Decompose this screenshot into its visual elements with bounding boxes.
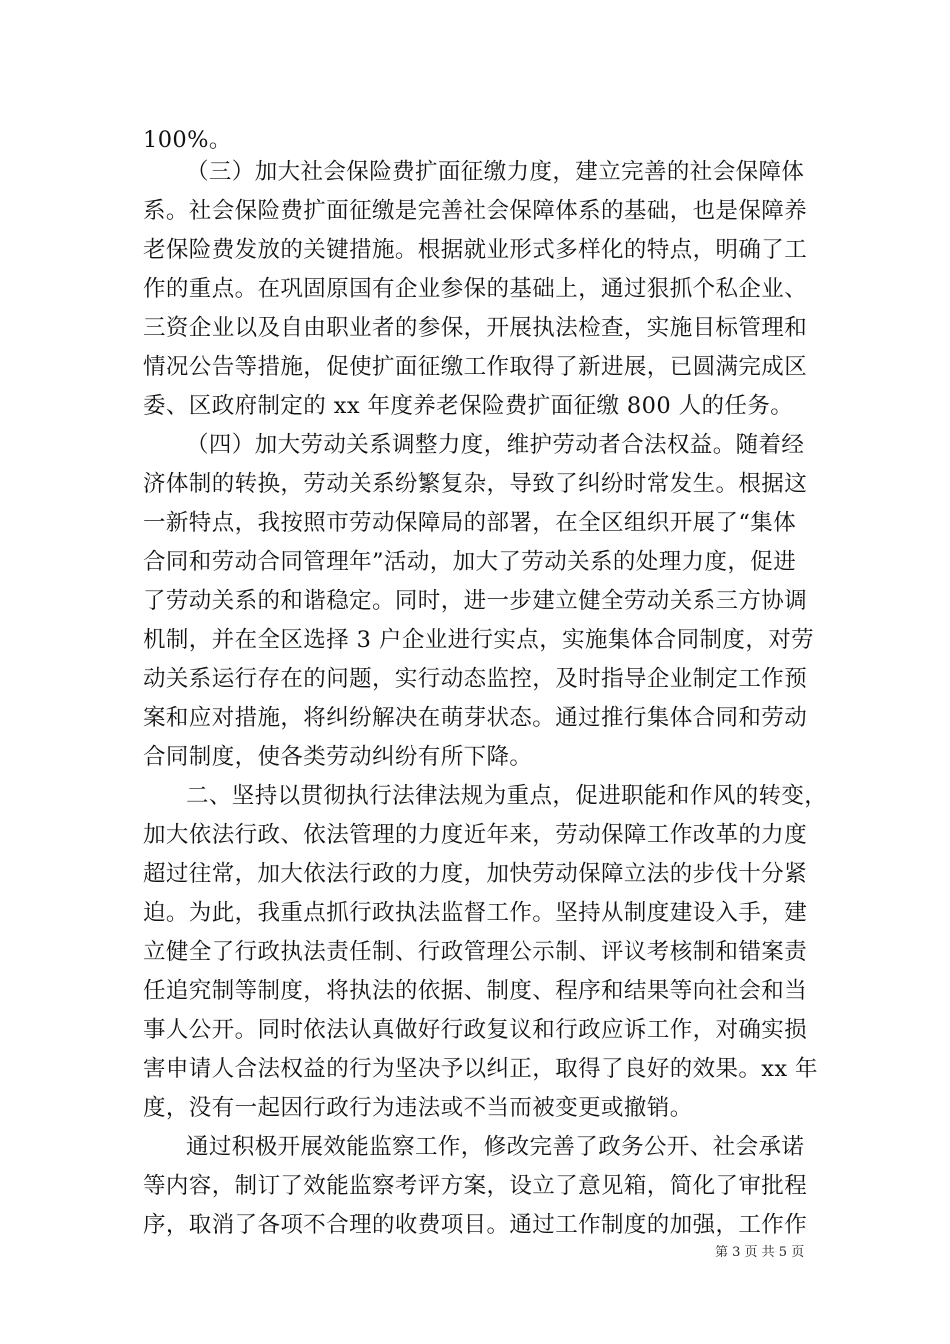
text-line: 迫。为此，我重点抓行政执法监督工作。坚持从制度建设入手，建 <box>143 900 808 926</box>
text-line: 序，取消了各项不合理的收费项目。通过工作制度的加强，工作作 <box>143 1212 808 1238</box>
paragraph-first-line: 二、坚持以贯彻执行法律法规为重点，促进职能和作风的转变， <box>186 783 828 809</box>
text-line: 三资企业以及自由职业者的参保，开展执法检查，实施目标管理和 <box>143 315 808 341</box>
text-line: 济体制的转换，劳动关系纷繁复杂，导致了纠纷时常发生。根据这 <box>143 471 808 497</box>
paragraph-first-line: （三）加大社会保险费扩面征缴力度，建立完善的社会保障体 <box>186 159 805 185</box>
text-line: 加大依法行政、依法管理的力度近年来，劳动保障工作改革的力度 <box>143 822 808 848</box>
text-line: 等内容，制订了效能监察考评方案，设立了意见箱，简化了审批程 <box>143 1173 808 1199</box>
text-line: 合同和劳动合同管理年”活动，加大了劳动关系的处理力度，促进 <box>143 549 797 575</box>
paragraph-first-line: 通过积极开展效能监察工作，修改完善了政务公开、社会承诺 <box>186 1134 805 1160</box>
page-number-footer: 第 3 页 共 5 页 <box>715 1245 805 1260</box>
paragraph-first-line: （四）加大劳动关系调整力度，维护劳动者合法权益。随着经 <box>186 432 805 458</box>
text-line: 机制，并在全区选择 3 户企业进行实点，实施集体合同制度，对劳 <box>143 627 815 653</box>
text-line: 100%。 <box>143 127 232 153</box>
text-line: 合同制度，使各类劳动纠纷有所下降。 <box>143 744 533 770</box>
text-line: 立健全了行政执法责任制、行政管理公示制、评议考核制和错案责 <box>143 939 808 965</box>
text-line: 情况公告等措施，促使扩面征缴工作取得了新进展，已圆满完成区 <box>143 354 808 380</box>
text-line: 超过往常，加大依法行政的力度，加快劳动保障立法的步伐十分紧 <box>143 861 808 887</box>
text-line: 事人公开。同时依法认真做好行政复议和行政应诉工作，对确实损 <box>143 1017 808 1043</box>
text-line: 度，没有一起因行政行为违法或不当而被变更或撤销。 <box>143 1095 693 1121</box>
text-line: 一新特点，我按照市劳动保障局的部署，在全区组织开展了“集体 <box>143 510 797 536</box>
text-line: 老保险费发放的关键措施。根据就业形式多样化的特点，明确了工 <box>143 237 808 263</box>
text-line: 任追究制等制度，将执法的依据、制度、程序和结果等向社会和当 <box>143 978 808 1004</box>
text-line: 委、区政府制定的 xx 年度养老保险费扩面征缴 800 人的任务。 <box>143 393 794 419</box>
text-line: 了劳动关系的和谐稳定。同时，进一步建立健全劳动关系三方协调 <box>143 588 808 614</box>
text-line: 作的重点。在巩固原国有企业参保的基础上，通过狠抓个私企业、 <box>143 276 808 302</box>
text-line: 动关系运行存在的问题，实行动态监控，及时指导企业制定工作预 <box>143 666 808 692</box>
text-line: 害申请人合法权益的行为坚决予以纠正，取得了良好的效果。xx 年 <box>143 1056 818 1082</box>
text-line: 系。社会保险费扩面征缴是完善社会保障体系的基础，也是保障养 <box>143 198 808 224</box>
text-line: 案和应对措施，将纠纷解决在萌芽状态。通过推行集体合同和劳动 <box>143 705 808 731</box>
